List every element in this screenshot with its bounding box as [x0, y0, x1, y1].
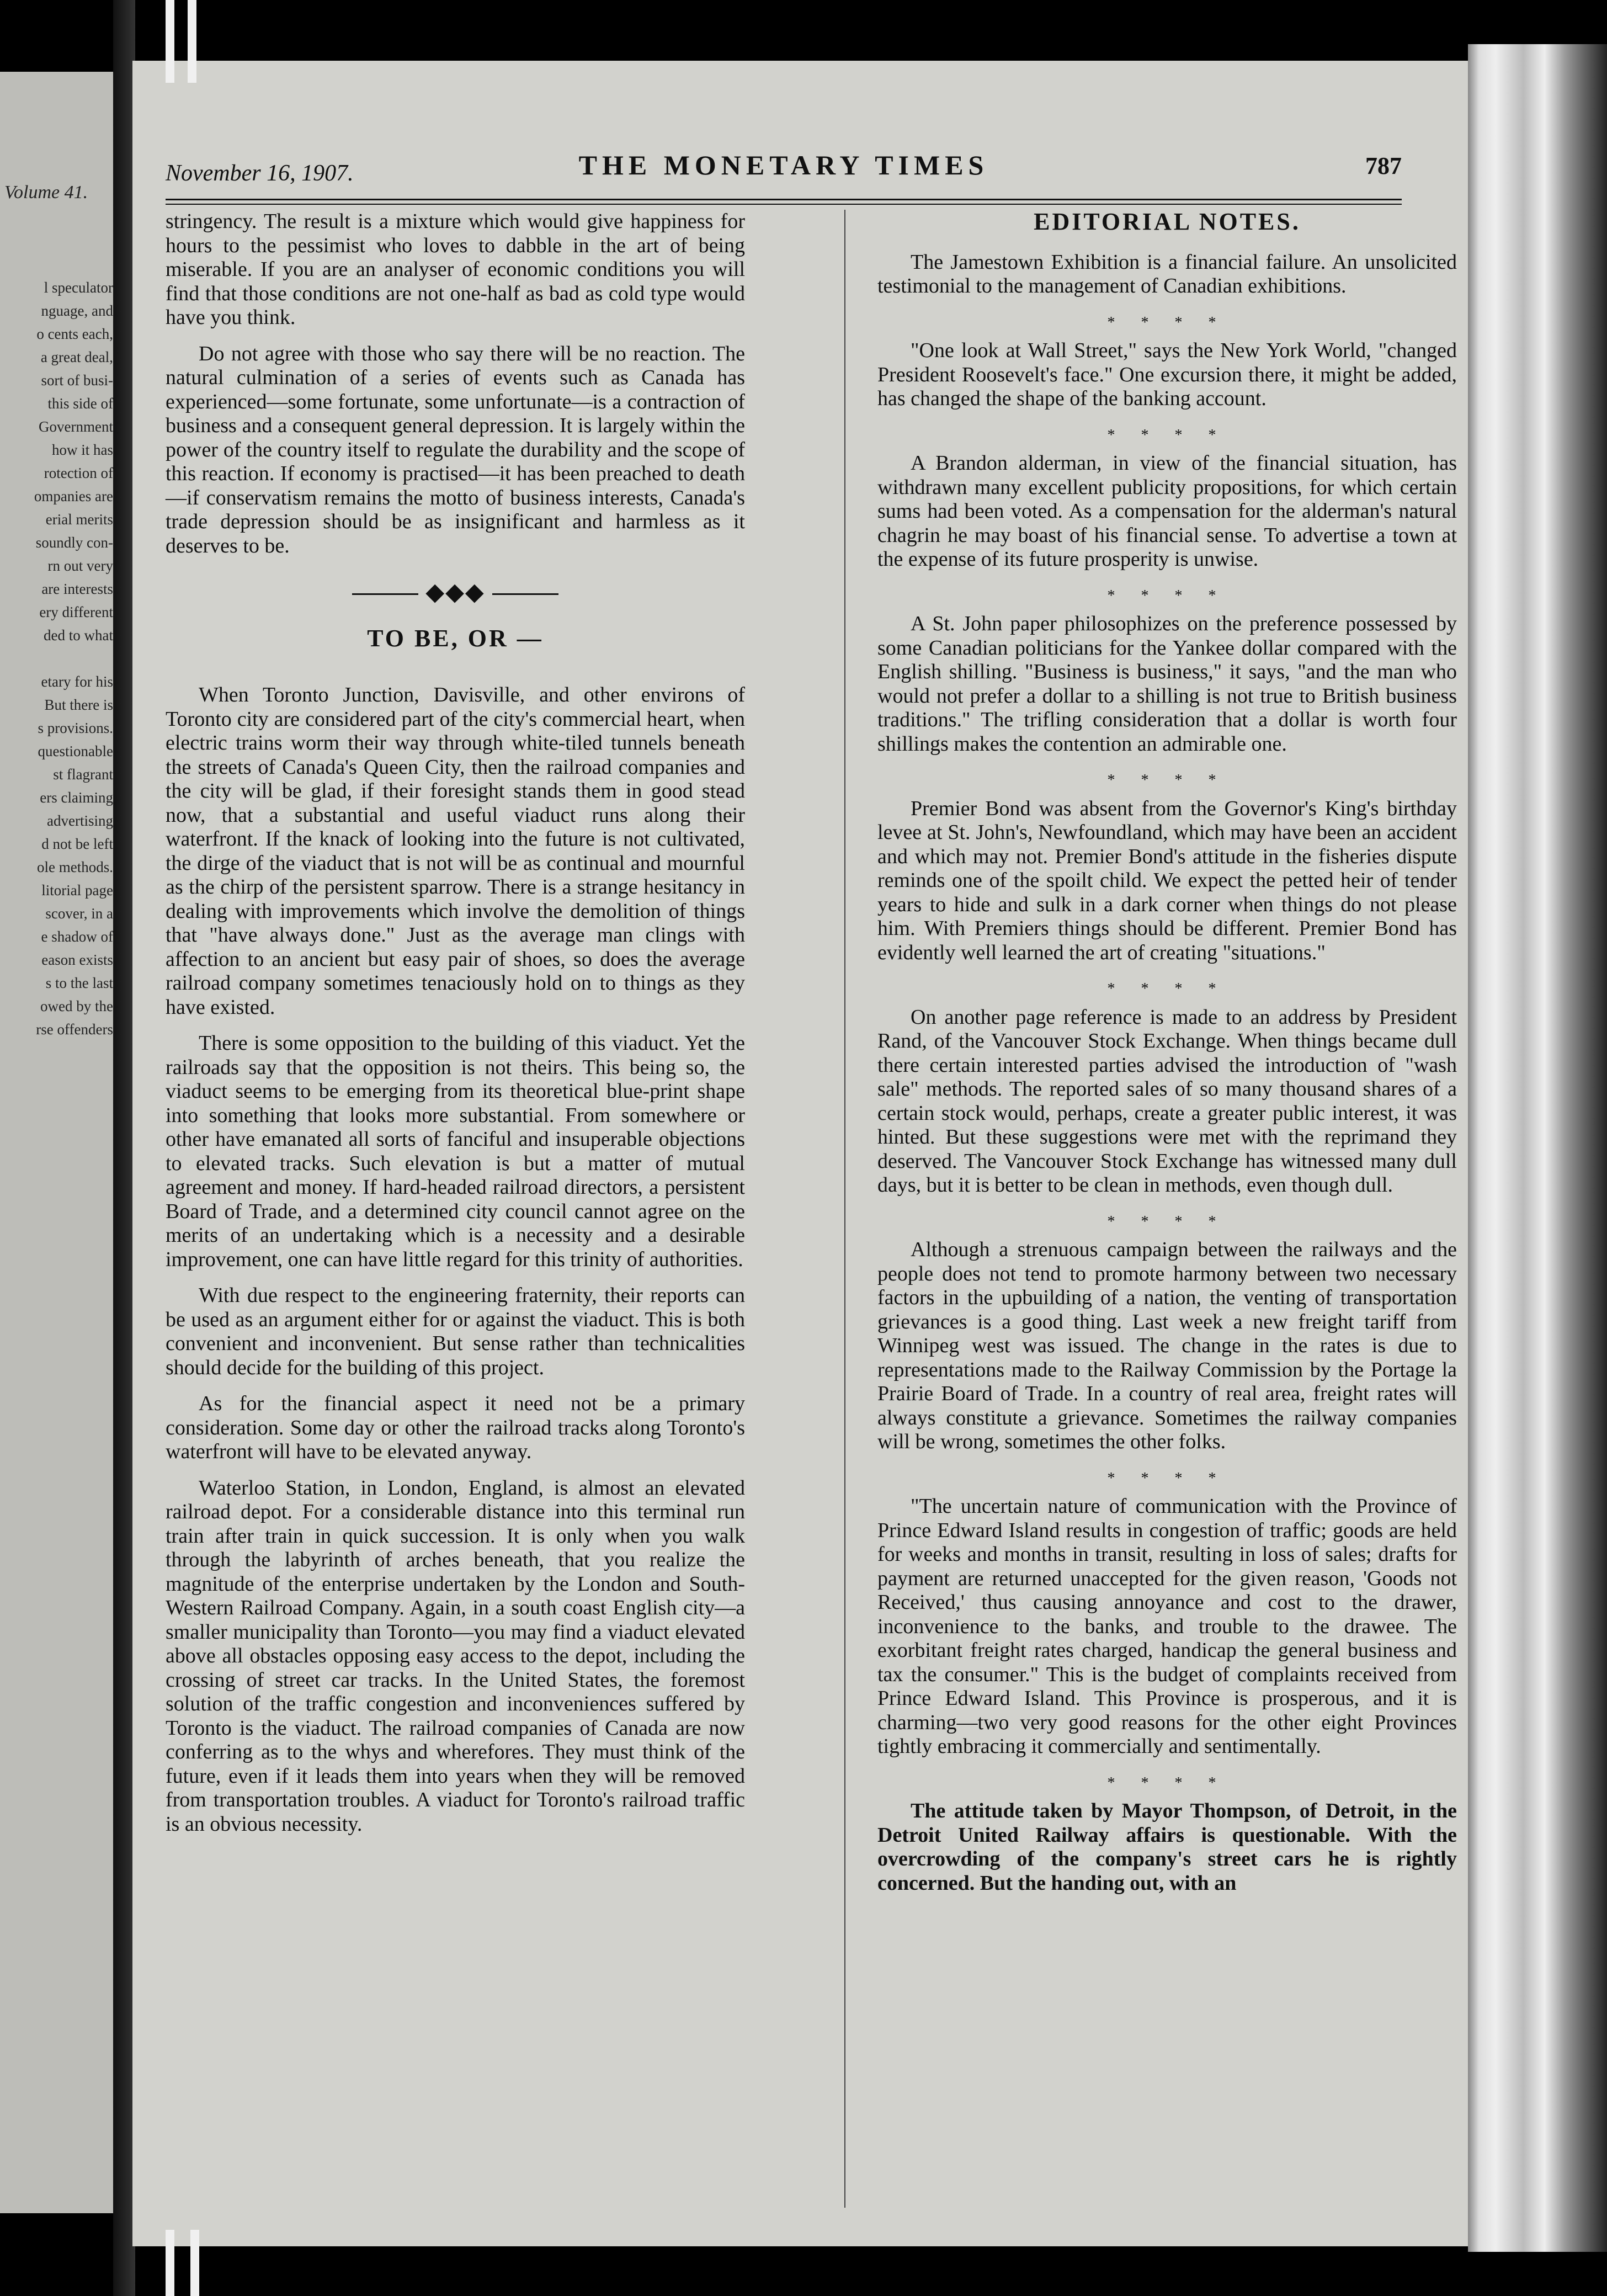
- publication-title: THE MONETARY TIMES: [578, 150, 989, 180]
- fragment-line: s to the last: [45, 975, 113, 991]
- paragraph: Waterloo Station, in London, England, is almost an elevated railroad depot. For a considerable distance into this terminal run train after train in quick succession. It is only when you walk through the labyrinth of arches beneath, that you realize the magnitude of the enterprise undertaken by the London and South-Western Railroad Company. Again, in a south coast English city—a smaller municipality than Toronto—you may find a viaduct elevated above all obstacles opposing easy access to the depot, including the crossing of street car tracks. In the United States, the foremost solution of the traffic congestion and inconveniences suffered by Toronto is the viaduct. The railroad companies of Canada are now conferring as to the whys and wherefores. They must think of the future, even if it leads them into years when they will be removed from transportation troubles. A viaduct for Toronto's railroad traffic is an obvious necessity.: [166, 1476, 745, 1836]
- paragraph: As for the financial aspect it need not be a primary consideration. Some day or other the railroad tracks along Toronto's waterfront will have to be elevated anyway.: [166, 1392, 745, 1463]
- fragment-line: erial merits: [45, 511, 113, 528]
- fragment-line: ers claiming: [40, 789, 113, 806]
- fragment-line: litorial page: [41, 882, 113, 899]
- newspaper-page: [132, 61, 1468, 2246]
- editorial-note: A St. John paper philosophizes on the preference possessed by some Canadian politicians for the Yankee dollar compared with the English shilling. "Business is business," it says, "and the man who would not prefer a dollar to a shilling is not true to British business traditions." The trifling consideration that a dollar is worth four shillings makes the contention an admirable one.: [877, 612, 1457, 756]
- editorial-note: The attitude taken by Mayor Thompson, of Detroit, in the Detroit United Railway affairs is questionable. With the overcrowding of the company's street cars he is rightly concerned. But the handing out, with an: [877, 1799, 1457, 1895]
- editorial-note: Although a strenuous campaign between the railways and the people does not tend to promote harmony between two necessary factors in the upbuilding of a nation, the venting of transportation grievances is a good thing. Last week a new freight tariff from Winnipeg west was issued. The change in the rates is due to representations made to the Railway Commission by the Portage la Prairie Board of Trade. In a country of real area, freight rates will always constitute a grievance. Sometimes the railway companies will be wrong, sometimes the other folks.: [877, 1238, 1457, 1453]
- film-sprocket-mark: [166, 2230, 174, 2296]
- adjacent-page-text: [0, 276, 113, 1041]
- editorial-note: The Jamestown Exhibition is a financial failure. An unsolicited testimonial to the management of Canadian exhibitions.: [877, 250, 1457, 297]
- fragment-line: how it has: [52, 442, 113, 458]
- fragment-line: rn out very: [47, 557, 113, 574]
- fragment-line: ery different: [39, 604, 113, 620]
- article-heading: TO BE, OR —: [367, 624, 544, 652]
- paragraph: stringency. The result is a mixture which would give happiness for hours to the pessimist who loves to dabble in the art of being miserable. If you are an analyser of economic conditions you will find that those conditions are not one-half as bad as cold type would have you think.: [166, 210, 745, 329]
- film-sprocket-mark: [188, 0, 196, 83]
- page-edge-stack: [1468, 44, 1607, 2252]
- fragment-line: l speculator: [44, 279, 113, 296]
- right-column: [877, 210, 1457, 1907]
- page-header: [166, 144, 1402, 193]
- fragment-line: rotection of: [44, 465, 113, 481]
- editorial-note: "One look at Wall Street," says the New York World, "changed President Roosevelt's face." One excursion there, it might be added, has changed the shape of the banking account.: [877, 339, 1457, 410]
- editorial-note: "The uncertain nature of communication with the Province of Prince Edward Island results in congestion of traffic; goods are held for weeks and months in transit, resulting in loss of sales; drafts for payment are returned unaccepted for the given reason, 'Goods not Received,' thus causing annoyance and cost to the drawer, inconvenience to the banks, and trouble to the drawee. The exorbitant freight rates charged, handicap the general business and tax the consumer." This is the budget of complaints received from Prince Edward Island. This Province is prosperous, and it is charming—two very good reasons for the other eight Provinces tightly embracing it commercially and sentimentally.: [877, 1495, 1457, 1758]
- paragraph: Do not agree with those who say there will be no reaction. The natural culmination of a series of events such as Canada has experienced—some fortunate, some unfortunate—is a contraction of business and a consequent general depression. It is largely within the power of the country itself to regulate the durability and the scope of this reaction. If economy is practised—it has been preached to death—if conservatism remains the motto of business interests, Canada's trade depression should be as insignificant and harmless as it deserves to be.: [166, 342, 745, 557]
- fragment-line: But there is: [44, 697, 113, 713]
- left-column: [166, 210, 745, 1848]
- editorial-note: On another page reference is made to an address by President Rand, of the Vancouver Stock Exchange. When things became dull there certain interested parties advised the introduction of "wash sale" methods. The reported sales of so many thousand shares of a certain stock would, perhaps, create a greater public interest, it was hinted. But these suggestions were met with the reprimand they deserved. The Vancouver Stock Exchange has witnessed many dull days, but it is better to be clean in methods, even though dull.: [877, 1005, 1457, 1197]
- fragment-line: o cents each,: [36, 326, 113, 342]
- fragment-line: soundly con-: [35, 534, 113, 551]
- column-divider: [844, 210, 845, 2208]
- fragment-line: eason exists: [41, 952, 113, 968]
- fragment-line: questionable: [38, 743, 113, 759]
- book-gutter: [113, 0, 135, 2296]
- editorial-note: A Brandon alderman, in view of the financial situation, has withdrawn many excellent publicity propositions, for which certain sums had been voted. As a compensation for the alderman's natural chagrin he may boast of his financial sense. To advertise a town at the expense of its future prosperity is unwise.: [877, 451, 1457, 571]
- section-heading: EDITORIAL NOTES.: [1034, 208, 1301, 235]
- fragment-line: ompanies are: [34, 488, 113, 504]
- fragment-line: sort of busi-: [41, 372, 113, 389]
- issue-date: November 16, 1907.: [166, 161, 354, 186]
- section-ornament: ◆◆◆: [166, 580, 745, 604]
- note-separator: * * * *: [1107, 980, 1227, 997]
- fragment-line: scover, in a: [45, 905, 113, 922]
- note-separator: * * * *: [1107, 772, 1227, 789]
- adjacent-page-fragment: [0, 72, 119, 2213]
- fragment-line: ded to what: [44, 627, 113, 644]
- film-sprocket-mark: [166, 0, 174, 83]
- editorial-note: Premier Bond was absent from the Governor's King's birthday levee at St. John's, Newfoundland, which may have been an accident and which may not. Premier Bond's attitude in the fisheries dispute reminds one of the spoilt child. We expect the petted heir of tender years to hide and sulk in a dark corner when things do not please him. With Premiers things should be different. Premier Bond has evidently well learned the art of creating "situations.": [877, 796, 1457, 964]
- paragraph: With due respect to the engineering fraternity, their reports can be used as an argument either for or against the viaduct. This is both convenient and inconvenient. But sense rather than technicalities should decide for the building of this project.: [166, 1284, 745, 1379]
- paragraph: When Toronto Junction, Davisville, and other environs of Toronto city are considered part of the city's commercial heart, when electric trains worm their way through white-tiled tunnels beneath the streets of Canada's Queen City, then the railroad companies and the city will be glad, if their foresight stands them in good stead now, that a substantial and useful viaduct runs along their waterfront. If the knack of looking into the future is not cultivated, the dirge of the viaduct that is not will be as continual and mournful as the chirp of the persistent sparrow. There is a strange hesitancy in dealing with improvements which involve the demolition of things that "have always done." Just as the average man clings with affection to an ancient but easy pair of shoes, so does the average railroad company sometimes tenaciously hold on to things as they have existed.: [166, 683, 745, 1019]
- fragment-line: advertising: [47, 812, 113, 829]
- fragment-line: nguage, and: [41, 302, 113, 319]
- paragraph: There is some opposition to the building of this viaduct. Yet the railroads say that the opposition is not theirs. This being so, the viaduct seems to be emerging from its theoretical blue-print shape into something that looks more substantial. From somewhere or other have emanated all sorts of fanciful and insuperable objections to elevated tracks. Such elevation is but a matter of mutual agreement and money. If hard-headed railroad directors, a persistent Board of Trade, and a determined city council cannot agree on the merits of an undertaking which is a necessity and a desirable improvement, one can have little regard for this trinity of authorities.: [166, 1032, 745, 1271]
- note-separator: * * * *: [1107, 1469, 1227, 1487]
- fragment-line: a great deal,: [40, 349, 113, 365]
- fragment-line: st flagrant: [53, 766, 113, 783]
- fragment-line: owed by the: [40, 998, 113, 1014]
- fragment-line: [0, 647, 113, 670]
- note-separator: * * * *: [1107, 1213, 1227, 1230]
- volume-label: Volume 41.: [4, 182, 88, 203]
- fragment-line: e shadow of: [41, 928, 113, 945]
- fragment-line: etary for his: [41, 673, 113, 690]
- fragment-line: this side of: [47, 395, 113, 412]
- fragment-line: are interests: [41, 581, 113, 597]
- note-separator: * * * *: [1107, 426, 1227, 444]
- header-rule: [166, 199, 1402, 205]
- fragment-line: s provisions.: [38, 720, 113, 736]
- note-separator: * * * *: [1107, 1774, 1227, 1792]
- page-number: 787: [1365, 152, 1402, 179]
- fragment-line: Government: [39, 418, 113, 435]
- fragment-line: d not be left: [41, 836, 113, 852]
- fragment-line: ole methods.: [37, 859, 113, 875]
- film-sprocket-mark: [190, 2230, 199, 2296]
- note-separator: * * * *: [1107, 313, 1227, 331]
- note-separator: * * * *: [1107, 587, 1227, 604]
- fragment-line: rse offenders: [36, 1021, 113, 1038]
